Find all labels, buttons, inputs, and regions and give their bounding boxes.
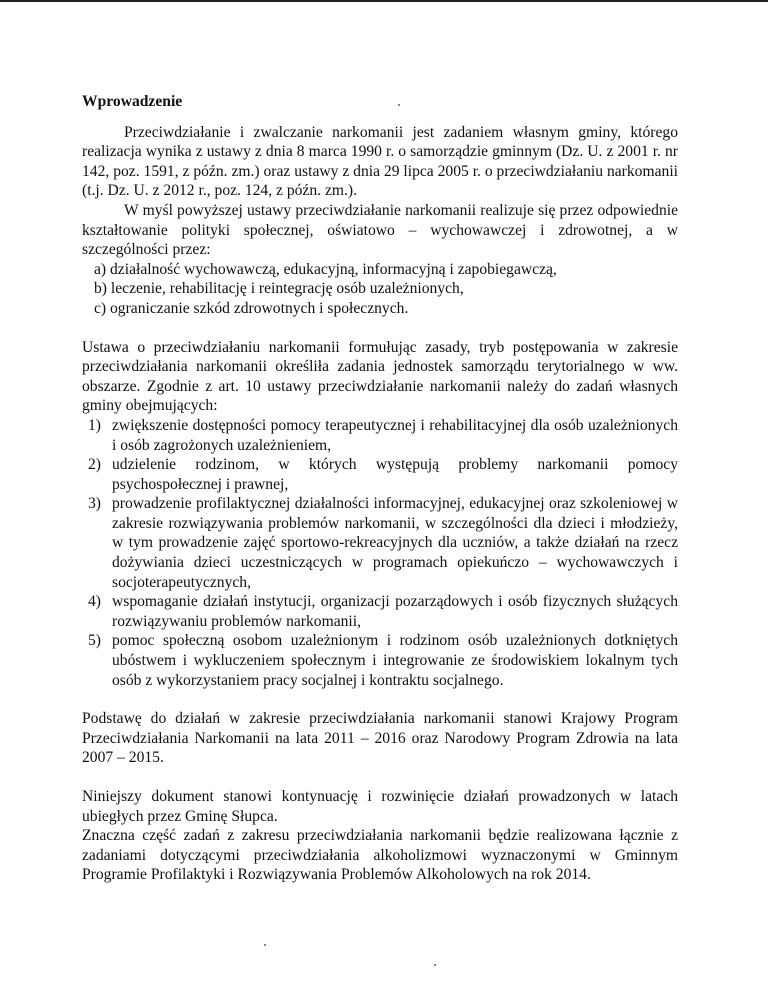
scan-border-line: [0, 0, 768, 2]
task-text: pomoc społeczną osobom uzależnionym i rodzinom osób uzależnionych dotkniętych ubóstwem i wykluczeniem społecznym i integrowanie ze środowiskiem lokalnym tych osób z wykorzystaniem pracy socjalnej i kontraktu socjalnego.: [112, 632, 678, 689]
task-item: [82, 592, 678, 631]
task-number: 2): [88, 456, 101, 474]
closing-paragraph-2: Znaczna część zadań z zakresu przeciwdziałania narkomanii będzie realizowana łącznie z zadaniami dotyczącymi przeciwdziałania alkoholizmowi wyznaczonymi w Gminnym Programie Profilaktyki i Rozwiązywania Problemów Alkoholowych na rok 2014.: [82, 827, 678, 884]
task-number: 5): [88, 632, 101, 650]
task-text: wspomaganie działań instytucji, organizacji pozarządowych i osób fizycznych służących rozwiązywaniu problemów narkomanii,: [112, 593, 678, 630]
task-item: [82, 416, 678, 455]
closing-paragraph-1: Niniejszy dokument stanowi kontynuację i rozwinięcie działań prowadzonych w latach ubiegłych przez Gminę Słupca.: [82, 788, 678, 825]
basis-paragraph: Podstawę do działań w zakresie przeciwdziałania narkomanii stanowi Krajowy Program Przeciwdziałania Narkomanii na lata 2011 – 2016 oraz Narodowy Program Zdrowia na lata 2007 – 2015.: [82, 710, 678, 767]
document-body: [82, 92, 678, 885]
task-text: udzielenie rodzinom, w których występują problemy narkomanii pomocy psychospołecznej i prawnej,: [112, 456, 678, 493]
scan-speck: [264, 944, 266, 946]
task-item: [82, 455, 678, 494]
task-number: 4): [88, 593, 101, 611]
section-title: Wprowadzenie: [82, 93, 183, 110]
task-item: [82, 494, 678, 592]
municipal-tasks-list: [82, 416, 678, 690]
intro-paragraph-1: Przeciwdziałanie i zwalczanie narkomanii jest zadaniem własnym gminy, którego realizacja wynika z ustawy z dnia 8 marca 1990 r. o samorządzie gminnym (Dz. U. z 2001 r. nr 142, poz. 1591, z późn. zm.) oraz ustawy z dnia 29 lipca 2005 r. o przeciwdziałaniu narkomanii (t.j. Dz. U. z 2012 r., poz. 124, z późn. zm.).: [82, 123, 678, 200]
law-paragraph: Ustawa o przeciwdziałaniu narkomanii formułując zasady, tryb postępowania w zakresie przeciwdziałania narkomanii określiła zadania jednostek samorządu terytorialnego w ww. obszarze. Zgodnie z art. 10 ustawy przeciwdziałanie narkomanii należy do zadań własnych gminy obejmujących:: [82, 338, 678, 415]
list-item: c) ograniczanie szkód zdrowotnych i społecznych.: [94, 299, 409, 317]
task-text: prowadzenie profilaktycznej działalności informacyjnej, edukacyjnej oraz szkoleniowej w zakresie rozwiązywania problemów narkomanii, w szczególności dla dzieci i młodzieży, w tym prowadzenie zajęć sportowo-rekreacyjnych dla uczniów, a także działań na rzecz dożywiania dzieci uczestniczących w programach opiekuńczo – wychowawczych i socjoterapeutycznych,: [112, 495, 678, 591]
list-item: b) leczenie, rehabilitację i reintegrację osób uzależnionych,: [94, 280, 464, 298]
scan-speck: [398, 104, 400, 106]
task-number: 1): [88, 416, 101, 434]
scan-speck: [434, 964, 436, 966]
intro-paragraph-2: W myśl powyższej ustawy przeciwdziałanie narkomanii realizuje się przez odpowiednie kształtowanie polityki społecznej, oświatowo – wychowawczej i zdrowotnej, a w szczególności przez:: [82, 201, 678, 259]
task-text: zwiększenie dostępności pomocy terapeutycznej i rehabilitacyjnej dla osób uzależnionych i osób zagrożonych uzależnieniem,: [112, 416, 678, 454]
task-item: [82, 631, 678, 690]
intro-list: [82, 260, 678, 319]
task-number: 3): [88, 495, 101, 513]
list-item: a) działalność wychowawczą, edukacyjną, informacyjną i zapobiegawczą,: [94, 260, 557, 278]
